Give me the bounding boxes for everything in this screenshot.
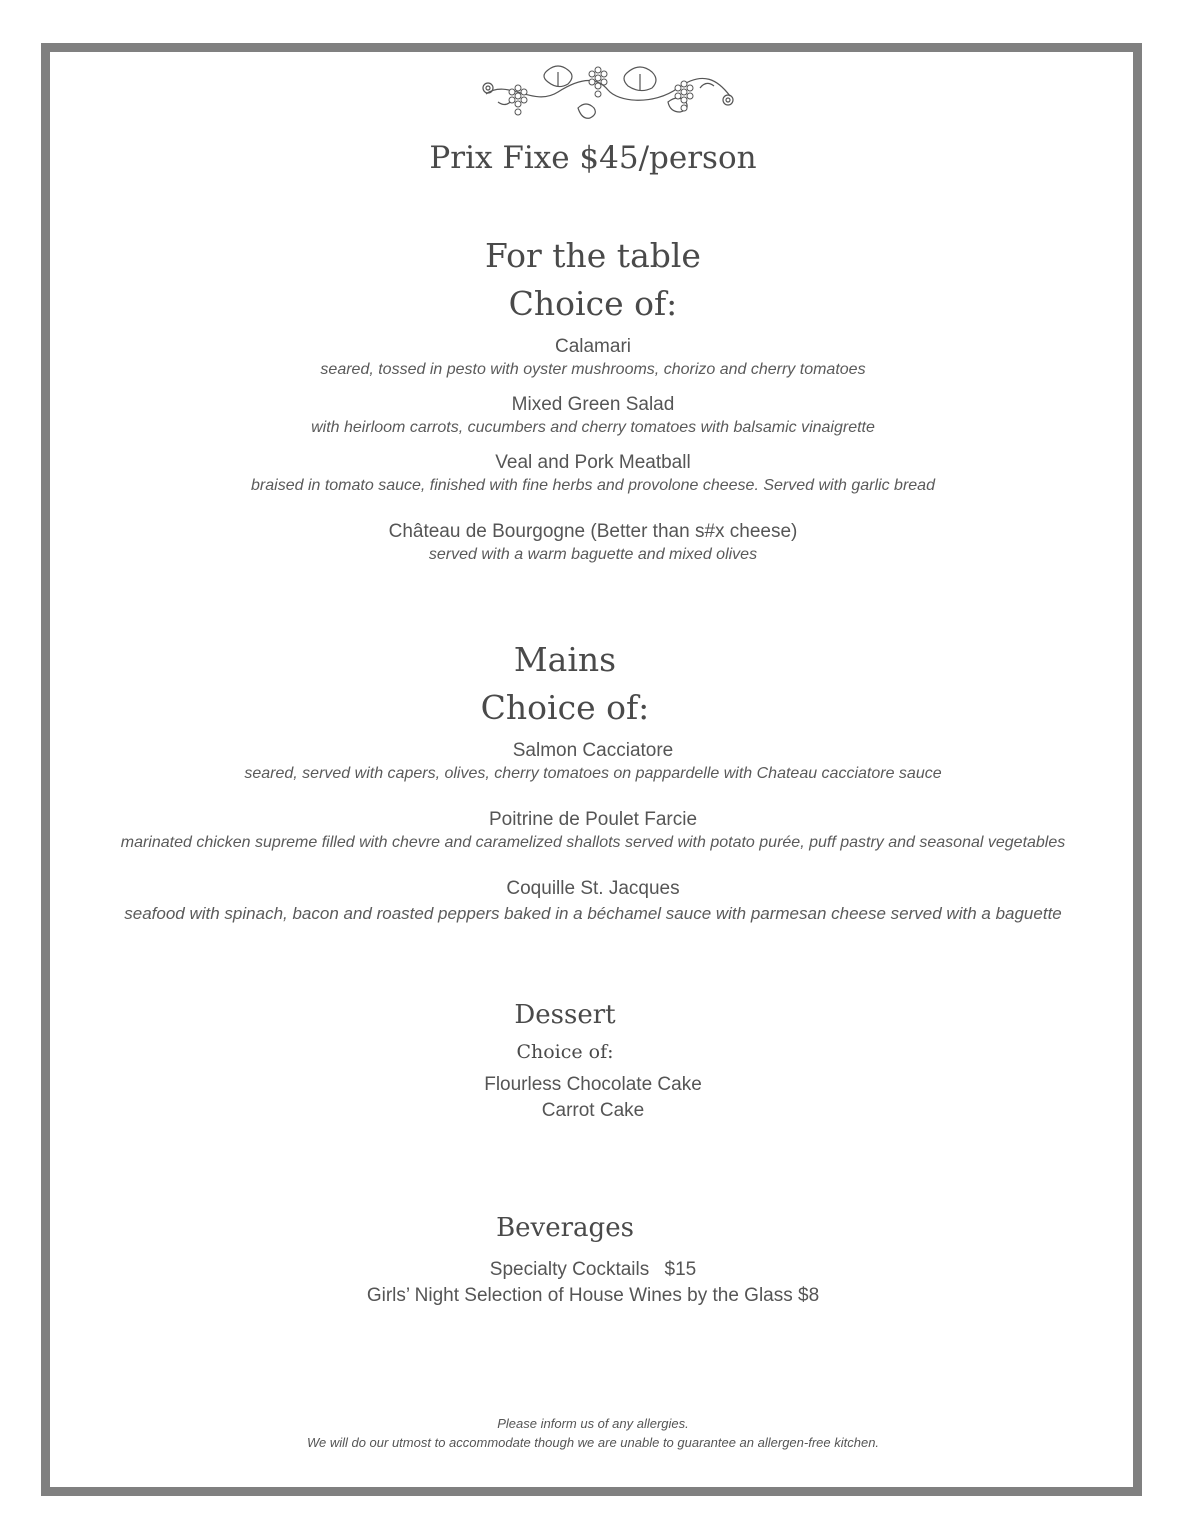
starter-item-desc: served with a warm baguette and mixed olives [428, 546, 758, 563]
grapevine-ornament-icon [478, 58, 738, 120]
dessert-heading: Dessert [514, 1000, 616, 1030]
beverage-item-name: Specialty Cocktails [489, 1259, 650, 1280]
beverage-item: Girls’ Night Selection of House Wines by the Glass $8 [366, 1285, 820, 1306]
starters-choice-label: Choice of: [508, 284, 678, 323]
dessert-item: Flourless Chocolate Cake [484, 1074, 702, 1095]
mains-choice-label: Choice of: [480, 688, 650, 727]
beverage-item-price: $15 [664, 1259, 697, 1280]
allergy-note: Please inform us of any allergies. [497, 1416, 689, 1431]
starter-item-desc: braised in tomato sauce, finished with fine herbs and provolone cheese. Served with garlic bread [251, 477, 935, 494]
starters-heading: For the table [485, 236, 701, 275]
beverage-item [0, 1259, 1186, 1281]
beverages-heading: Beverages [496, 1213, 634, 1243]
allergy-disclaimer: We will do our utmost to accommodate though we are unable to guarantee an allergen-free kitchen. [306, 1435, 880, 1450]
starter-item-desc: with heirloom carrots, cucumbers and cherry tomatoes with balsamic vinaigrette [311, 419, 875, 436]
main-item-name: Coquille St. Jacques [506, 878, 680, 899]
dessert-item: Carrot Cake [541, 1100, 645, 1121]
starter-item-name: Mixed Green Salad [511, 394, 675, 415]
main-item-desc: seafood with spinach, bacon and roasted peppers baked in a béchamel sauce with parmesan cheese served with a baguette [124, 904, 1062, 923]
main-item-name: Salmon Cacciatore [512, 740, 674, 761]
mains-heading: Mains [513, 640, 617, 679]
prix-fixe-title: Prix Fixe $45/person [429, 140, 757, 176]
main-item-desc: marinated chicken supreme filled with chevre and caramelized shallots served with potato purée, puff pastry and seasonal vegetables [120, 834, 1066, 851]
starter-item-name: Château de Bourgogne (Better than s#x cheese) [388, 521, 798, 542]
starter-item-name: Calamari [554, 336, 632, 357]
dessert-choice-label: Choice of: [516, 1041, 614, 1063]
starter-item-name: Veal and Pork Meatball [495, 452, 691, 473]
starter-item-desc: seared, tossed in pesto with oyster mushrooms, chorizo and cherry tomatoes [320, 361, 866, 378]
main-item-name: Poitrine de Poulet Farcie [488, 809, 698, 830]
main-item-desc: seared, served with capers, olives, cherry tomatoes on pappardelle with Chateau cacciatore sauce [244, 765, 942, 782]
